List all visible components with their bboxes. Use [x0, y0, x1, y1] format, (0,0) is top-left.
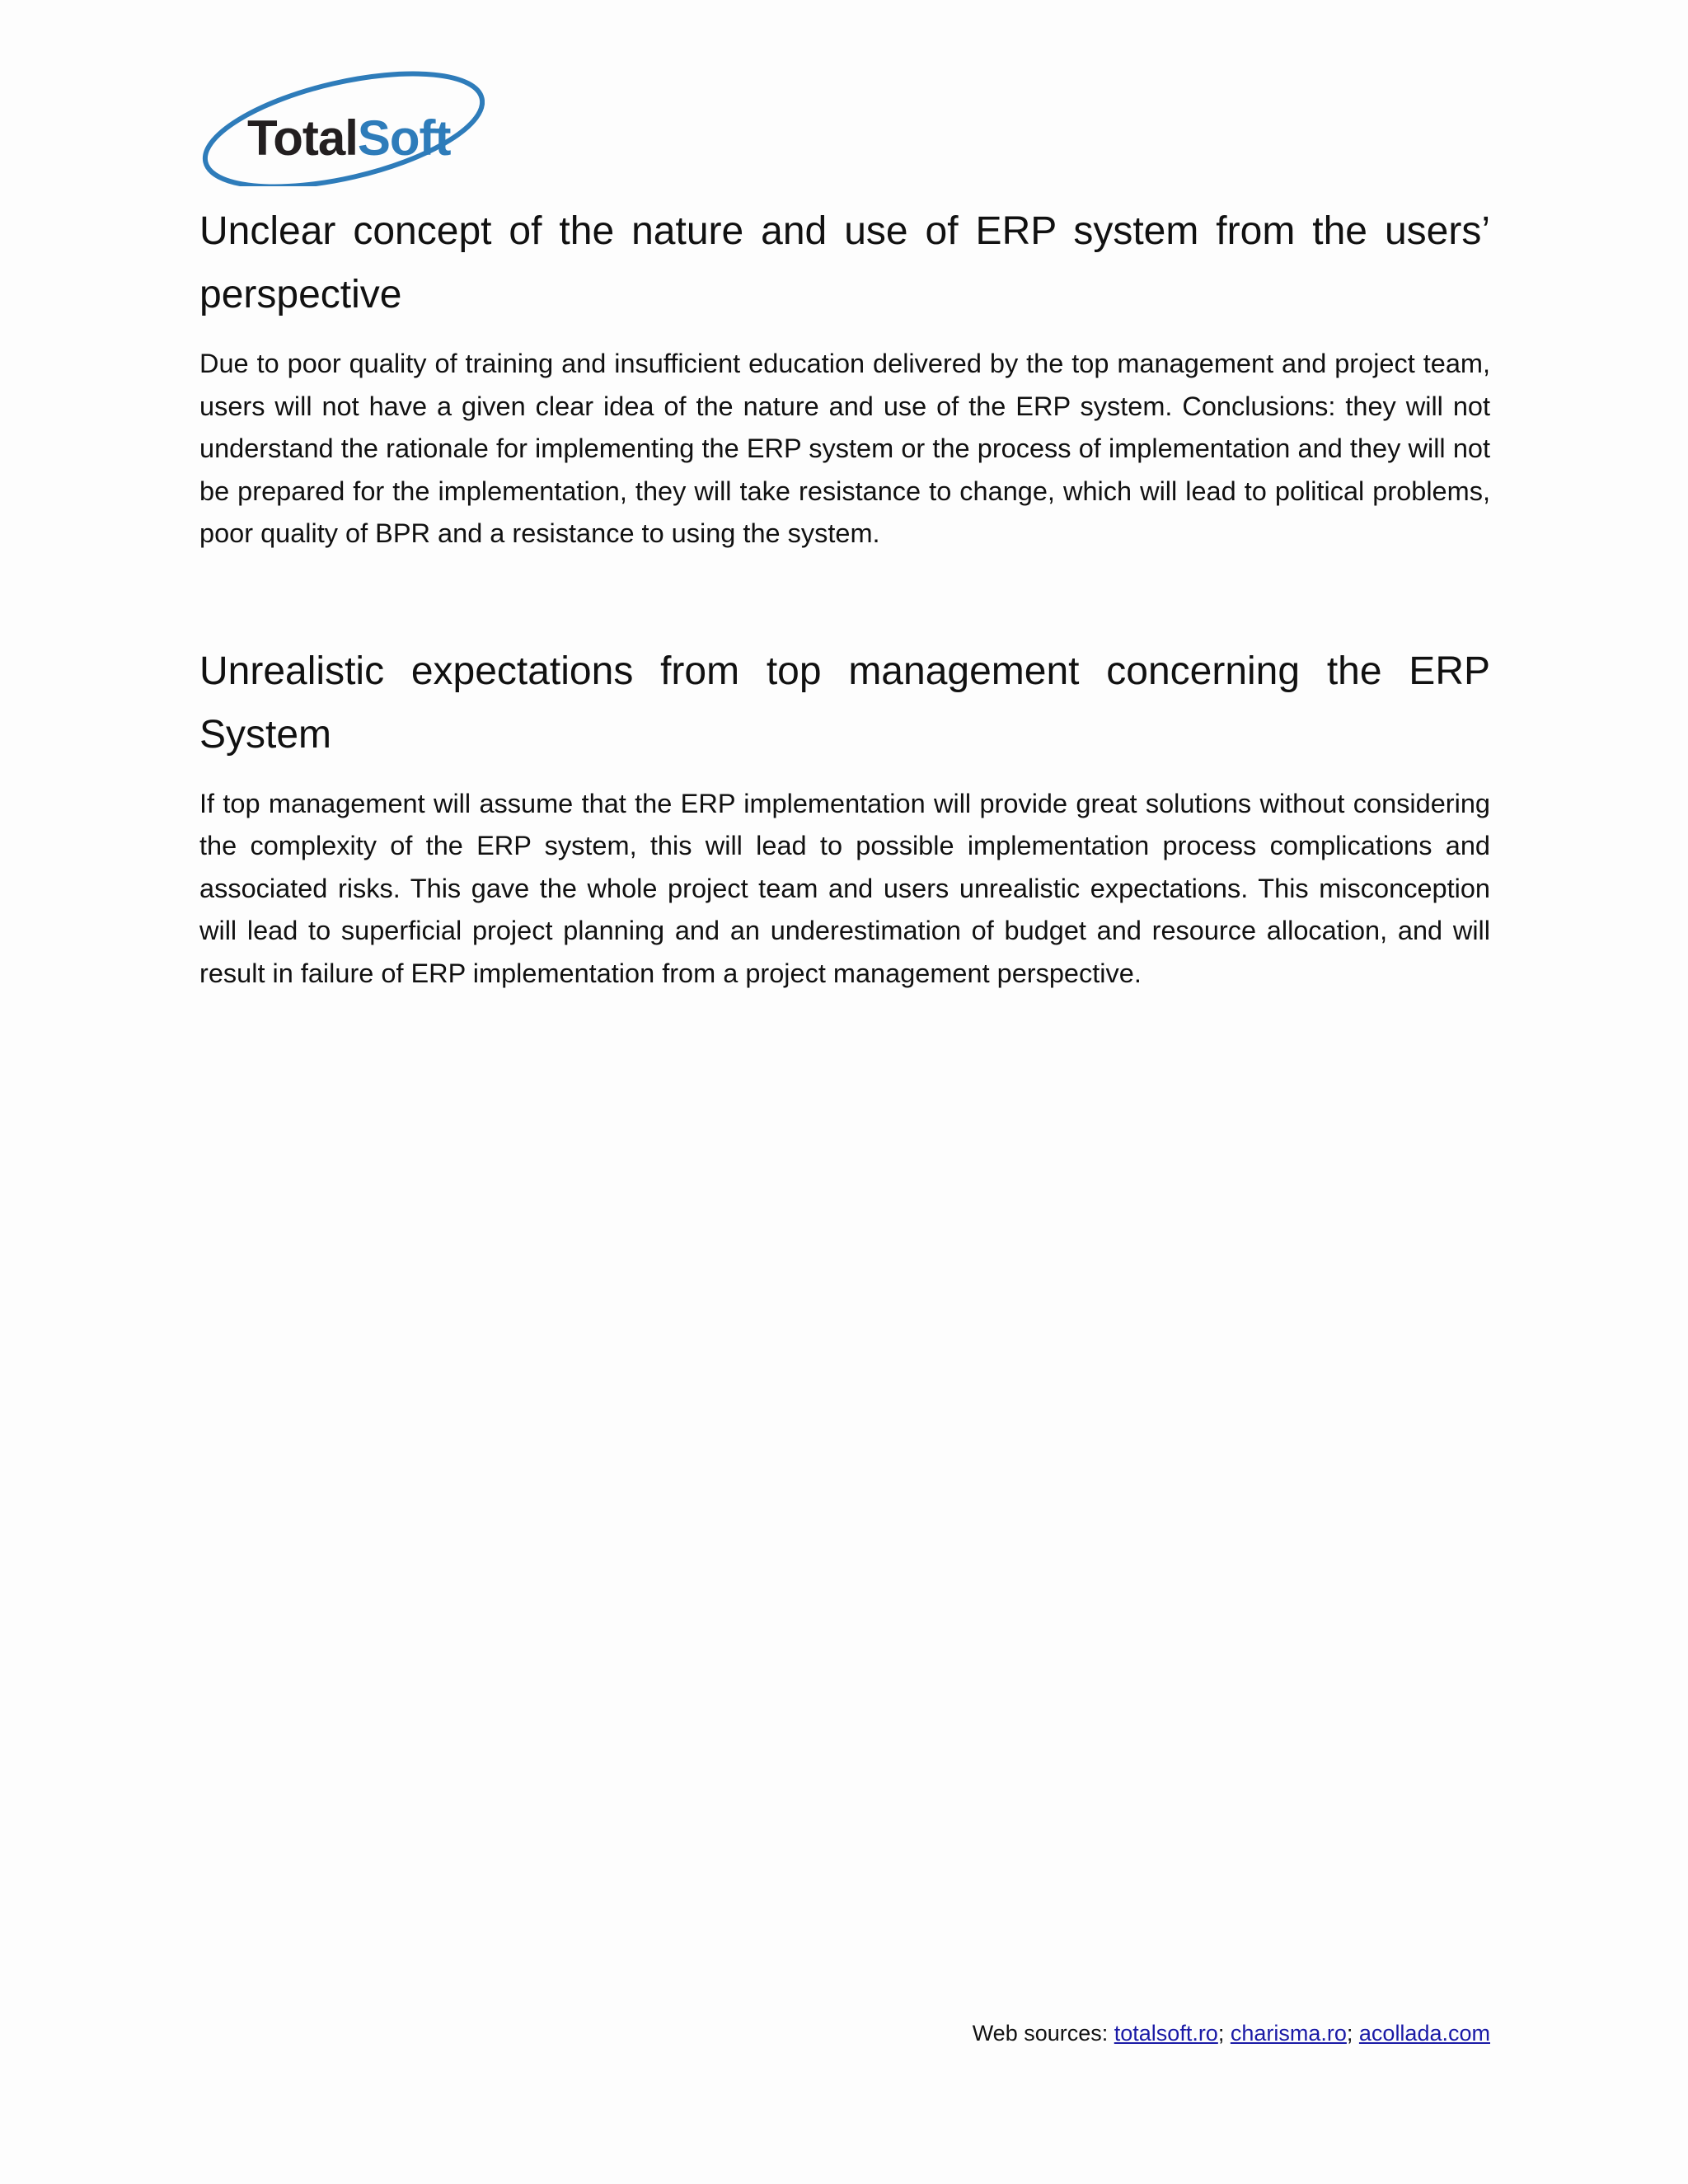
- web-sources-label: Web sources:: [972, 2021, 1114, 2046]
- section-unrealistic-expectations: [199, 640, 1490, 996]
- section-unclear-concept: [199, 199, 1490, 555]
- web-sources-footer: [973, 2018, 1490, 2049]
- logo-soft: Soft: [357, 110, 451, 166]
- document-body: [199, 186, 1490, 995]
- logo-total: Total: [247, 110, 358, 166]
- totalsoft-logo: [199, 71, 485, 186]
- section-paragraph: If top management will assume that the ERP implementation will provide great solutions without considering the complexity of the ERP system, this will lead to possible implementation process complications and associated risks. This gave the whole project team and users unrealistic expectations. This misconception will lead to superficial project planning and an underestimation of budget and resource allocation, and will result in failure of ERP implementation from a project management perspective.: [199, 788, 1490, 988]
- link-totalsoft[interactable]: totalsoft.ro: [1114, 2021, 1218, 2046]
- separator: ;: [1346, 2021, 1359, 2046]
- section-paragraph: Due to poor quality of training and insufficient education delivered by the top management and project team, users will not have a given clear idea of the nature and use of the ERP system. Conclusions: they will not understand the rationale for implementing the ERP system or the process of implementation and they will not be prepared for the implementation, they will take resistance to change, which will lead to political problems, poor quality of BPR and a resistance to using the system.: [199, 349, 1490, 548]
- link-acollada[interactable]: acollada.com: [1358, 2021, 1490, 2046]
- separator: ;: [1217, 2021, 1231, 2046]
- svg-text:TotalSoft: [247, 110, 452, 166]
- link-charisma[interactable]: charisma.ro: [1230, 2021, 1347, 2046]
- section-heading: Unrealistic expectations from top management concerning the ERP System: [199, 649, 1490, 757]
- section-heading: Unclear concept of the nature and use of ERP system from the users’ perspective: [199, 209, 1490, 316]
